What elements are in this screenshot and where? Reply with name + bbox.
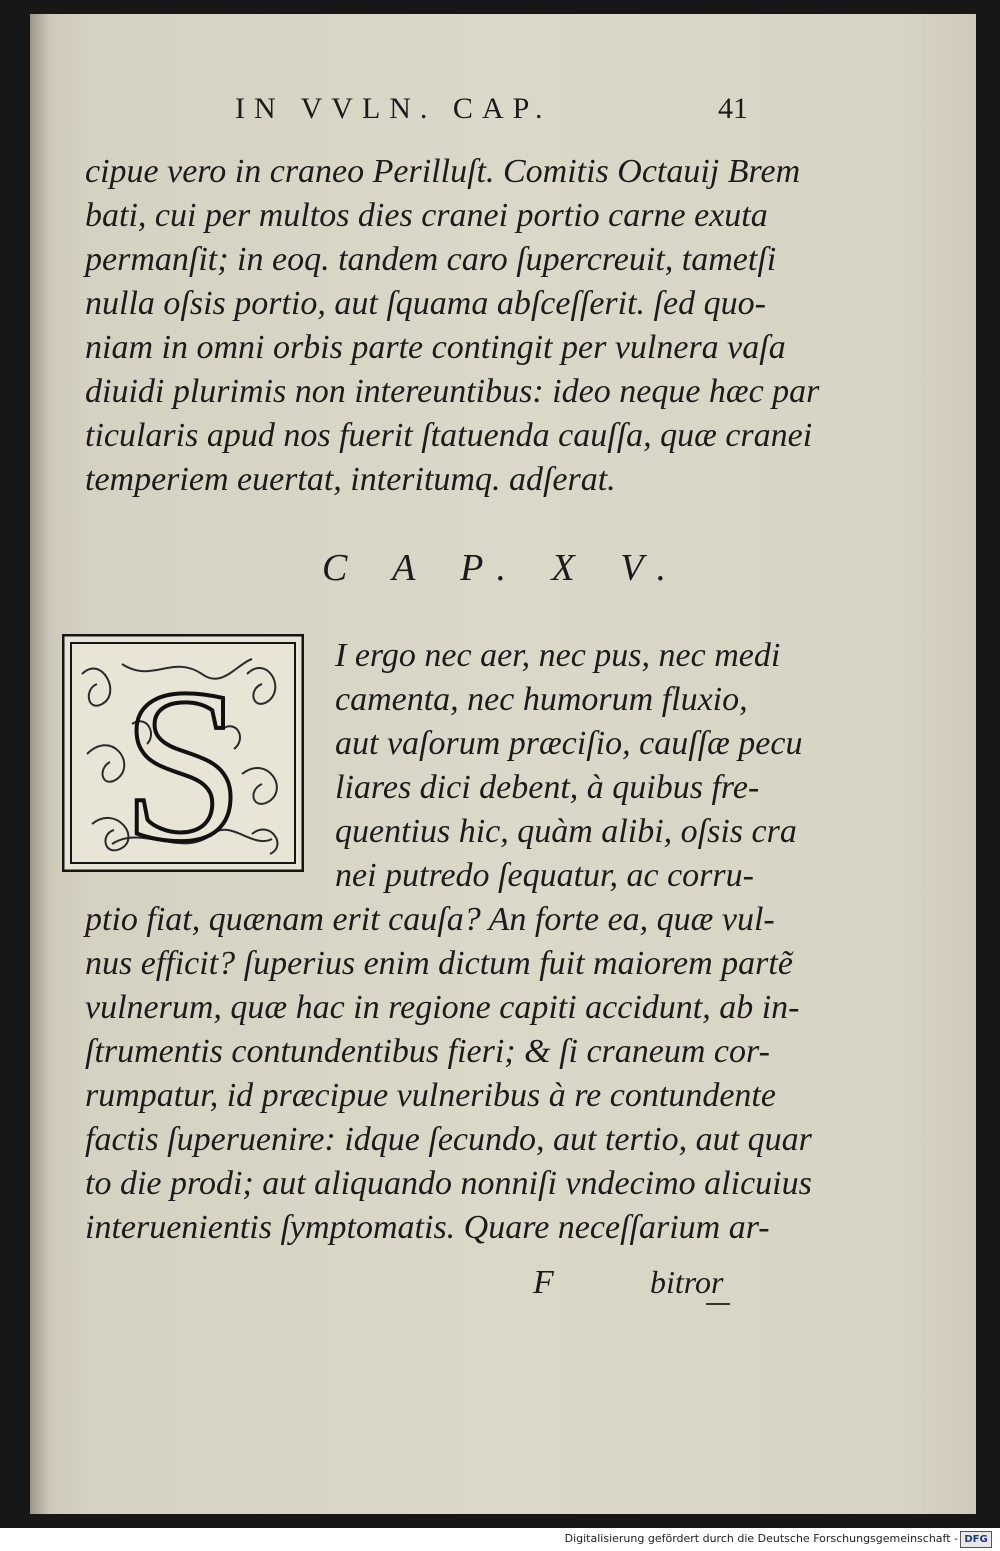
text-line: ptio fiat, quænam erit cauſa? An forte ea, quæ vul-: [85, 901, 775, 938]
funding-credit: Digitalisierung gefördert durch die Deutsche Forschungsgemeinschaft -: [564, 1532, 958, 1545]
page-number: 41: [718, 92, 748, 125]
text-line: temperiem euertat, interitumq. adſerat.: [85, 461, 616, 498]
text-line: interuenientis ſymptomatis. Quare neceſſarium ar-: [85, 1209, 770, 1246]
text-line: rumpatur, id præcipue vulneribus à re contundente: [85, 1077, 776, 1114]
text-line: to die prodi; aut aliquando nonniſi vndecimo alicuius: [85, 1165, 812, 1202]
text-line: I ergo nec aer, nec pus, nec medi: [335, 637, 781, 674]
text-line: aut vaſorum præciſio, cauſſæ pecu: [335, 725, 803, 762]
text-line: nei putredo ſequatur, ac corru-: [335, 857, 754, 894]
chapter-heading: C A P. X V.: [321, 547, 685, 589]
text-line: nulla oſsis portio, aut ſquama abſceſſerit. ſed quo-: [85, 285, 766, 322]
text-line: camenta, nec humorum fluxio,: [335, 681, 748, 718]
text-line: vulnerum, quæ hac in regione capiti accidunt, ab in-: [85, 989, 800, 1026]
text-line: cipue vero in craneo Perilluſt. Comitis Octauij Brem: [85, 153, 801, 190]
dfg-logo-icon: DFG: [960, 1531, 992, 1548]
initial-letter: S: [121, 643, 245, 872]
decorated-initial: [62, 634, 304, 872]
text-line: liares dici debent, à quibus fre-: [335, 769, 760, 806]
text-line: nus efficit? ſuperius enim dictum fuit maiorem partẽ: [85, 945, 793, 982]
book-page: [30, 14, 976, 1514]
text-line: quentius hic, quàm alibi, oſsis cra: [335, 813, 797, 850]
text-line: factis ſuperuenire: idque ſecundo, aut tertio, aut quar: [85, 1121, 812, 1158]
text-line: niam in omni orbis parte contingit per vulnera vaſa: [85, 329, 786, 366]
signature-mark: F: [533, 1264, 554, 1301]
digitization-footer: [0, 1528, 1000, 1551]
text-line: diuidi plurimis non intereuntibus: ideo neque hæc par: [85, 373, 820, 410]
text-line: permanſit; in eoq. tandem caro ſupercreuit, tametſi: [85, 241, 777, 278]
text-line: ſtrumentis contundentibus fieri; & ſi craneum cor-: [85, 1033, 770, 1070]
catchword-rule: [706, 1303, 730, 1305]
text-line: bati, cui per multos dies cranei portio carne exuta: [85, 197, 768, 234]
catchword: bitror: [650, 1264, 724, 1300]
running-title: IN VVLN. CAP.: [235, 92, 552, 125]
text-line: ticularis apud nos fuerit ſtatuenda cauſſa, quæ cranei: [85, 417, 813, 454]
page-gutter-shadow: [30, 14, 50, 1514]
